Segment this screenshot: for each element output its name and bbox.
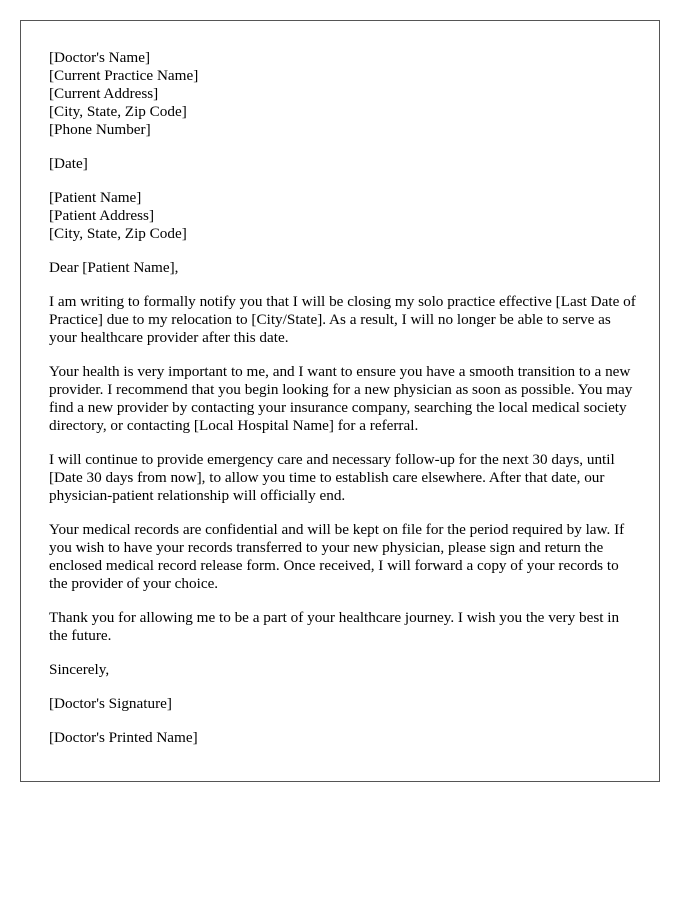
paragraph-transition: Your health is very important to me, and I want to ensure you have a smooth transition to a new provider. I recommend that you begin looking for a new physician as soon as possible. You may find a new provider by contacting your insurance company, searching the local medical society directory, or contacting [Local Hospital Name] for a referral. <box>49 363 633 434</box>
recipient-name: [Patient Name] <box>49 189 142 206</box>
paragraph-medical-records: Your medical records are confidential and will be kept on file for the period required by law. If you wish to have your records transferred to your new physician, please sign and return the enclosed medical record release form. Once received, I will forward a copy of your records to the provider of your choice. <box>49 521 625 592</box>
recipient-address: [Patient Address] <box>49 207 155 224</box>
letter-date: [Date] <box>49 155 88 172</box>
paragraph-thank-you: Thank you for allowing me to be a part of your healthcare journey. I wish you the very best in the future. <box>49 609 620 644</box>
sender-city-state-zip: [City, State, Zip Code] <box>49 103 187 120</box>
sender-practice: [Current Practice Name] <box>49 67 199 84</box>
letter-frame <box>20 20 660 782</box>
paragraph-continued-care: I will continue to provide emergency care and necessary follow-up for the next 30 days, until [Date 30 days from now], to allow you time to establish care elsewhere. After that date, our physician-patient relationship will officially end. <box>49 451 615 504</box>
sender-block <box>49 49 637 139</box>
closing: Sincerely, <box>49 661 110 678</box>
sender-address: [Current Address] <box>49 85 159 102</box>
letter-body <box>49 49 637 763</box>
date-block <box>49 155 637 173</box>
recipient-city-state-zip: [City, State, Zip Code] <box>49 225 187 242</box>
sender-phone: [Phone Number] <box>49 121 151 138</box>
salutation: Dear [Patient Name], <box>49 259 179 276</box>
sender-name: [Doctor's Name] <box>49 49 150 66</box>
printed-name: [Doctor's Printed Name] <box>49 729 198 746</box>
recipient-block <box>49 189 637 243</box>
signature: [Doctor's Signature] <box>49 695 172 712</box>
paragraph-closing-notice: I am writing to formally notify you that I will be closing my solo practice effective [Last Date of Practice] due to my relocation to [City/State]. As a result, I will no longer be able to serve as your healthcare provider after this date. <box>49 293 636 346</box>
